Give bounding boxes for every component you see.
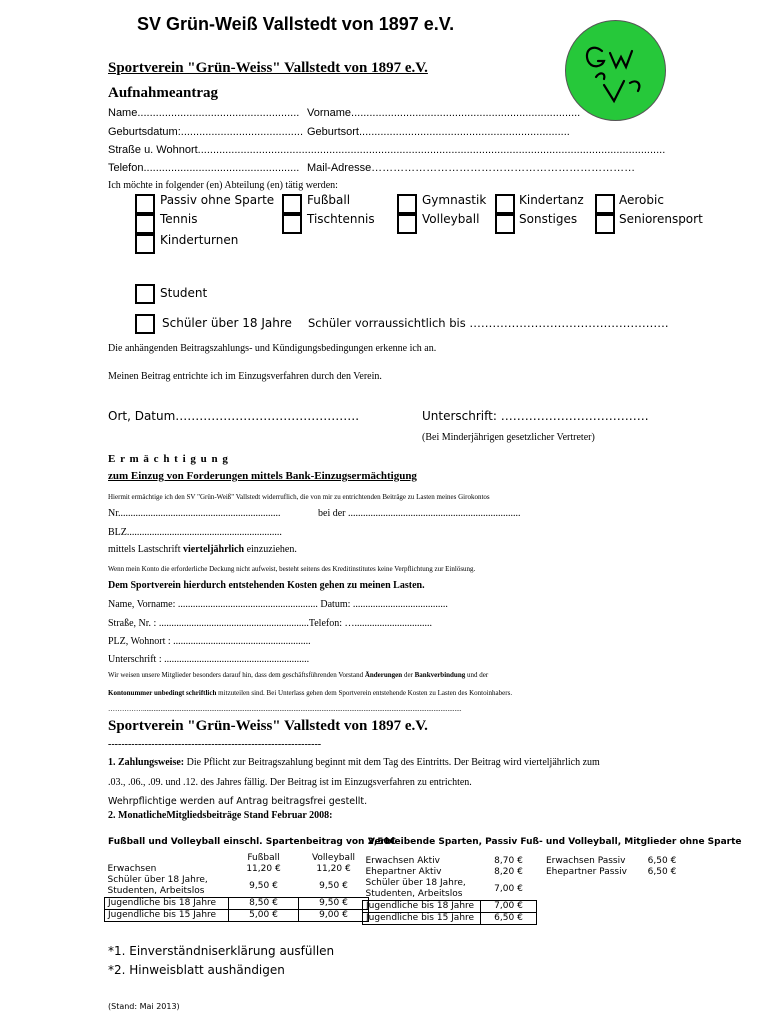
fees-cell: 11,20 €	[316, 864, 351, 874]
checkbox-passiv[interactable]	[135, 194, 155, 214]
separator-dots: ……………......................................................................................................................................................................................	[108, 705, 462, 713]
fees-cell: Erwachsen Aktiv	[365, 856, 440, 866]
label-kinderturnen: Kinderturnen	[160, 233, 239, 247]
footer-note-2: *2. Hinweisblatt aushändigen	[108, 963, 285, 977]
mandate-title: E r m ä c h t i g u n g	[108, 453, 229, 465]
beitraege-heading: 2. MonatlicheMitgliedsbeiträge Stand Februar 2008:	[108, 810, 333, 821]
label-schueler: Schüler über 18 Jahre	[162, 316, 292, 330]
fees-cell: Erwachsen	[107, 864, 157, 874]
checkbox-schueler[interactable]	[135, 314, 155, 334]
unterschrift-field[interactable]: Unterschrift: ……………………………….	[422, 409, 649, 423]
einzug-text: Meinen Beitrag entrichte ich im Einzugsverfahren durch den Verein.	[108, 371, 382, 382]
mandate-subtitle: zum Einzug von Forderungen mittels Bank-Einzugsermächtigung	[108, 470, 417, 482]
kosten-text: Dem Sportverein hierdurch entstehenden Kosten gehen zu meinen Lasten.	[108, 580, 425, 591]
zahlung-text: 1. Zahlungsweise: Die Pflicht zur Beitragszahlung beginnt mit dem Tag des Eintritts. Der Beitrag wird vierteljährlich zum	[108, 757, 600, 768]
mandate-signature-field[interactable]: Unterschrift : ..........................................................	[108, 654, 310, 665]
mittels-text: mittels Lastschrift vierteljährlich einzuziehen.	[108, 544, 297, 555]
fees-cell: 7,00 €	[481, 901, 537, 913]
label-sonstiges: Sonstiges	[519, 212, 578, 226]
footer-note-1: *1. Einverständniserklärung ausfüllen	[108, 944, 335, 958]
fees-cell: 8,50 €	[229, 898, 299, 910]
terms-club-line: Sportverein "Grün-Weiss" Vallstedt von 1897 e.V.	[108, 718, 428, 734]
fees-cell: 11,20 €	[246, 864, 281, 874]
label-passiv: Passiv ohne Sparte	[160, 193, 275, 207]
form-heading: Aufnahmeantrag	[108, 85, 219, 101]
name-vorname-field[interactable]: Name, Vorname: ........................................................ Datum: ......................................	[108, 599, 448, 610]
notice-line-2: Kontonummer unbedingt schriftlich mitzuteilen sind. Bei Unterlass gehen dem Sportverein entstehende Kosten zu Lasten des Kontoinhabers.	[108, 689, 513, 697]
checkbox-sonstiges[interactable]	[495, 214, 515, 234]
fees-left-head: Fußball	[247, 853, 280, 863]
checkbox-volleyball[interactable]	[397, 214, 417, 234]
label-tennis: Tennis	[160, 212, 198, 226]
checkbox-fussball[interactable]	[282, 194, 302, 214]
fees-cell: 9,50 €	[319, 880, 348, 891]
fees-cell: Schüler über 18 Jahre, Studenten, Arbeitslos	[365, 878, 466, 899]
geburtsort-field[interactable]: Geburtsort.....................................................................	[307, 126, 570, 138]
notice-line-1: Wir weisen unsere Mitglieder besonders darauf hin, dass dem geschäftsführenden Vorstand Änderungen der Bankverbindung und der	[108, 671, 489, 679]
club-logo	[565, 20, 666, 121]
fees-cell: 8,20 €	[494, 867, 523, 877]
checkbox-gymnastik[interactable]	[397, 194, 417, 214]
plz-field[interactable]: PLZ, Wohnort : .......................................................	[108, 636, 311, 647]
checkbox-seniorensport[interactable]	[595, 214, 615, 234]
fees-cell: 6,50 €	[647, 867, 677, 877]
label-volleyball: Volleyball	[422, 212, 480, 226]
fees-cell: Erwachsen Passiv	[546, 856, 626, 866]
conditions-text: Die anhängenden Beitragszahlungs- und Kündigungsbedingungen erkenne ich an.	[108, 343, 437, 354]
label-seniorensport: Seniorensport	[619, 212, 703, 226]
fees-cell: Ehepartner Passiv	[546, 867, 627, 877]
account-nr-field[interactable]: Nr.................................................................	[108, 508, 281, 519]
fees-cell: Jugendliche bis 18 Jahre	[105, 898, 229, 910]
club-line: Sportverein "Grün-Weiss" Vallstedt von 1897 e.V.	[108, 60, 428, 76]
fees-cell: 5,00 €	[229, 910, 299, 922]
checkbox-tischtennis[interactable]	[282, 214, 302, 234]
fees-right-title: Verbleibende Sparten, Passiv Fuß- und Volleyball, Mitglieder ohne Sparte	[368, 837, 742, 847]
strasse-nr-field[interactable]: Straße, Nr. : ............................................................Telefon: …...............................	[108, 618, 432, 629]
label-kindertanz: Kindertanz	[519, 193, 584, 207]
label-aerobic: Aerobic	[619, 193, 664, 207]
wehrpflicht-text: Wehrpflichtige werden auf Antrag beitragsfrei gestellt.	[108, 796, 368, 807]
label-tischtennis: Tischtennis	[307, 212, 375, 226]
fees-left-title: Fußball und Volleyball einschl. Spartenbeitrag von 2,50€	[108, 837, 397, 847]
fees-left-table	[104, 853, 369, 922]
fees-right-table	[362, 856, 537, 925]
deckung-text: Wenn mein Konto die erforderliche Deckung nicht aufweist, besteht seitens des Kreditinstitutes keine Verpflichtung zur Einlösung.	[108, 565, 476, 573]
fees-cell: 9,00 €	[299, 910, 369, 922]
fees-cell: 9,50 €	[299, 898, 369, 910]
stand-note: (Stand: Mai 2013)	[108, 1002, 180, 1011]
fees-passive-table	[543, 856, 685, 878]
telefon-field[interactable]: Telefon...................................................	[108, 162, 300, 174]
fees-cell: Schüler über 18 Jahre, Studenten, Arbeitslos	[107, 875, 208, 896]
fees-cell: Jugendliche bis 15 Jahre	[363, 913, 481, 925]
fees-cell: 7,00 €	[494, 883, 523, 894]
vorname-field[interactable]: Vorname...........................................................................	[307, 107, 581, 119]
fees-cell: 6,50 €	[481, 913, 537, 925]
label-gymnastik: Gymnastik	[422, 193, 487, 207]
bank-name-field[interactable]: bei der .....................................................................	[318, 508, 521, 519]
geburtsdatum-field[interactable]: Geburtsdatum:........................................	[108, 126, 304, 138]
fees-cell: Ehepartner Aktiv	[365, 867, 442, 877]
terms-dashes: ----------------------------------------------------------------	[108, 739, 322, 750]
checkbox-aerobic[interactable]	[595, 194, 615, 214]
guardian-note: (Bei Minderjährigen gesetzlicher Vertreter)	[422, 432, 595, 443]
fees-left-head: Volleyball	[311, 853, 356, 863]
schueler-until-field[interactable]: Schüler vorraussichtlich bis …………………………………………….	[308, 316, 669, 330]
label-fussball: Fußball	[307, 193, 351, 207]
blz-field[interactable]: BLZ..............................................................	[108, 527, 282, 538]
name-field[interactable]: Name.....................................................	[108, 107, 300, 119]
checkbox-kindertanz[interactable]	[495, 194, 515, 214]
fees-cell: Jugendliche bis 18 Jahre	[363, 901, 481, 913]
mail-field[interactable]: Mail-Adresse………………………………………………………………	[307, 162, 636, 174]
zahlung-text-2: .03., .06., .09. und .12. des Jahres fällig. Der Beitrag ist im Einzugsverfahren zu entrichten.	[108, 777, 472, 788]
label-student: Student	[160, 286, 208, 300]
mandate-intro: Hiermit ermächtige ich den SV "Grün-Weiß" Vallstedt widerruflich, die von mir zu entrichtenden Beiträge zu Lasten meines Girokontos	[108, 493, 490, 501]
fees-cell: Jugendliche bis 15 Jahre	[105, 910, 229, 922]
fees-cell: 9,50 €	[249, 880, 278, 891]
fees-cell: 6,50 €	[647, 856, 677, 866]
ort-datum-field[interactable]: Ort, Datum……………………………………….	[108, 409, 360, 423]
strasse-field[interactable]: Straße u. Wohnort.........................................................................................................................................................	[108, 144, 666, 156]
checkbox-kinderturnen[interactable]	[135, 234, 155, 254]
fees-cell: 8,70 €	[494, 856, 523, 866]
department-intro: Ich möchte in folgender (en) Abteilung (en) tätig werden:	[108, 180, 338, 191]
checkbox-student[interactable]	[135, 284, 155, 304]
page-title: SV Grün-Weiß Vallstedt von 1897 e.V.	[137, 14, 455, 34]
checkbox-tennis[interactable]	[135, 214, 155, 234]
